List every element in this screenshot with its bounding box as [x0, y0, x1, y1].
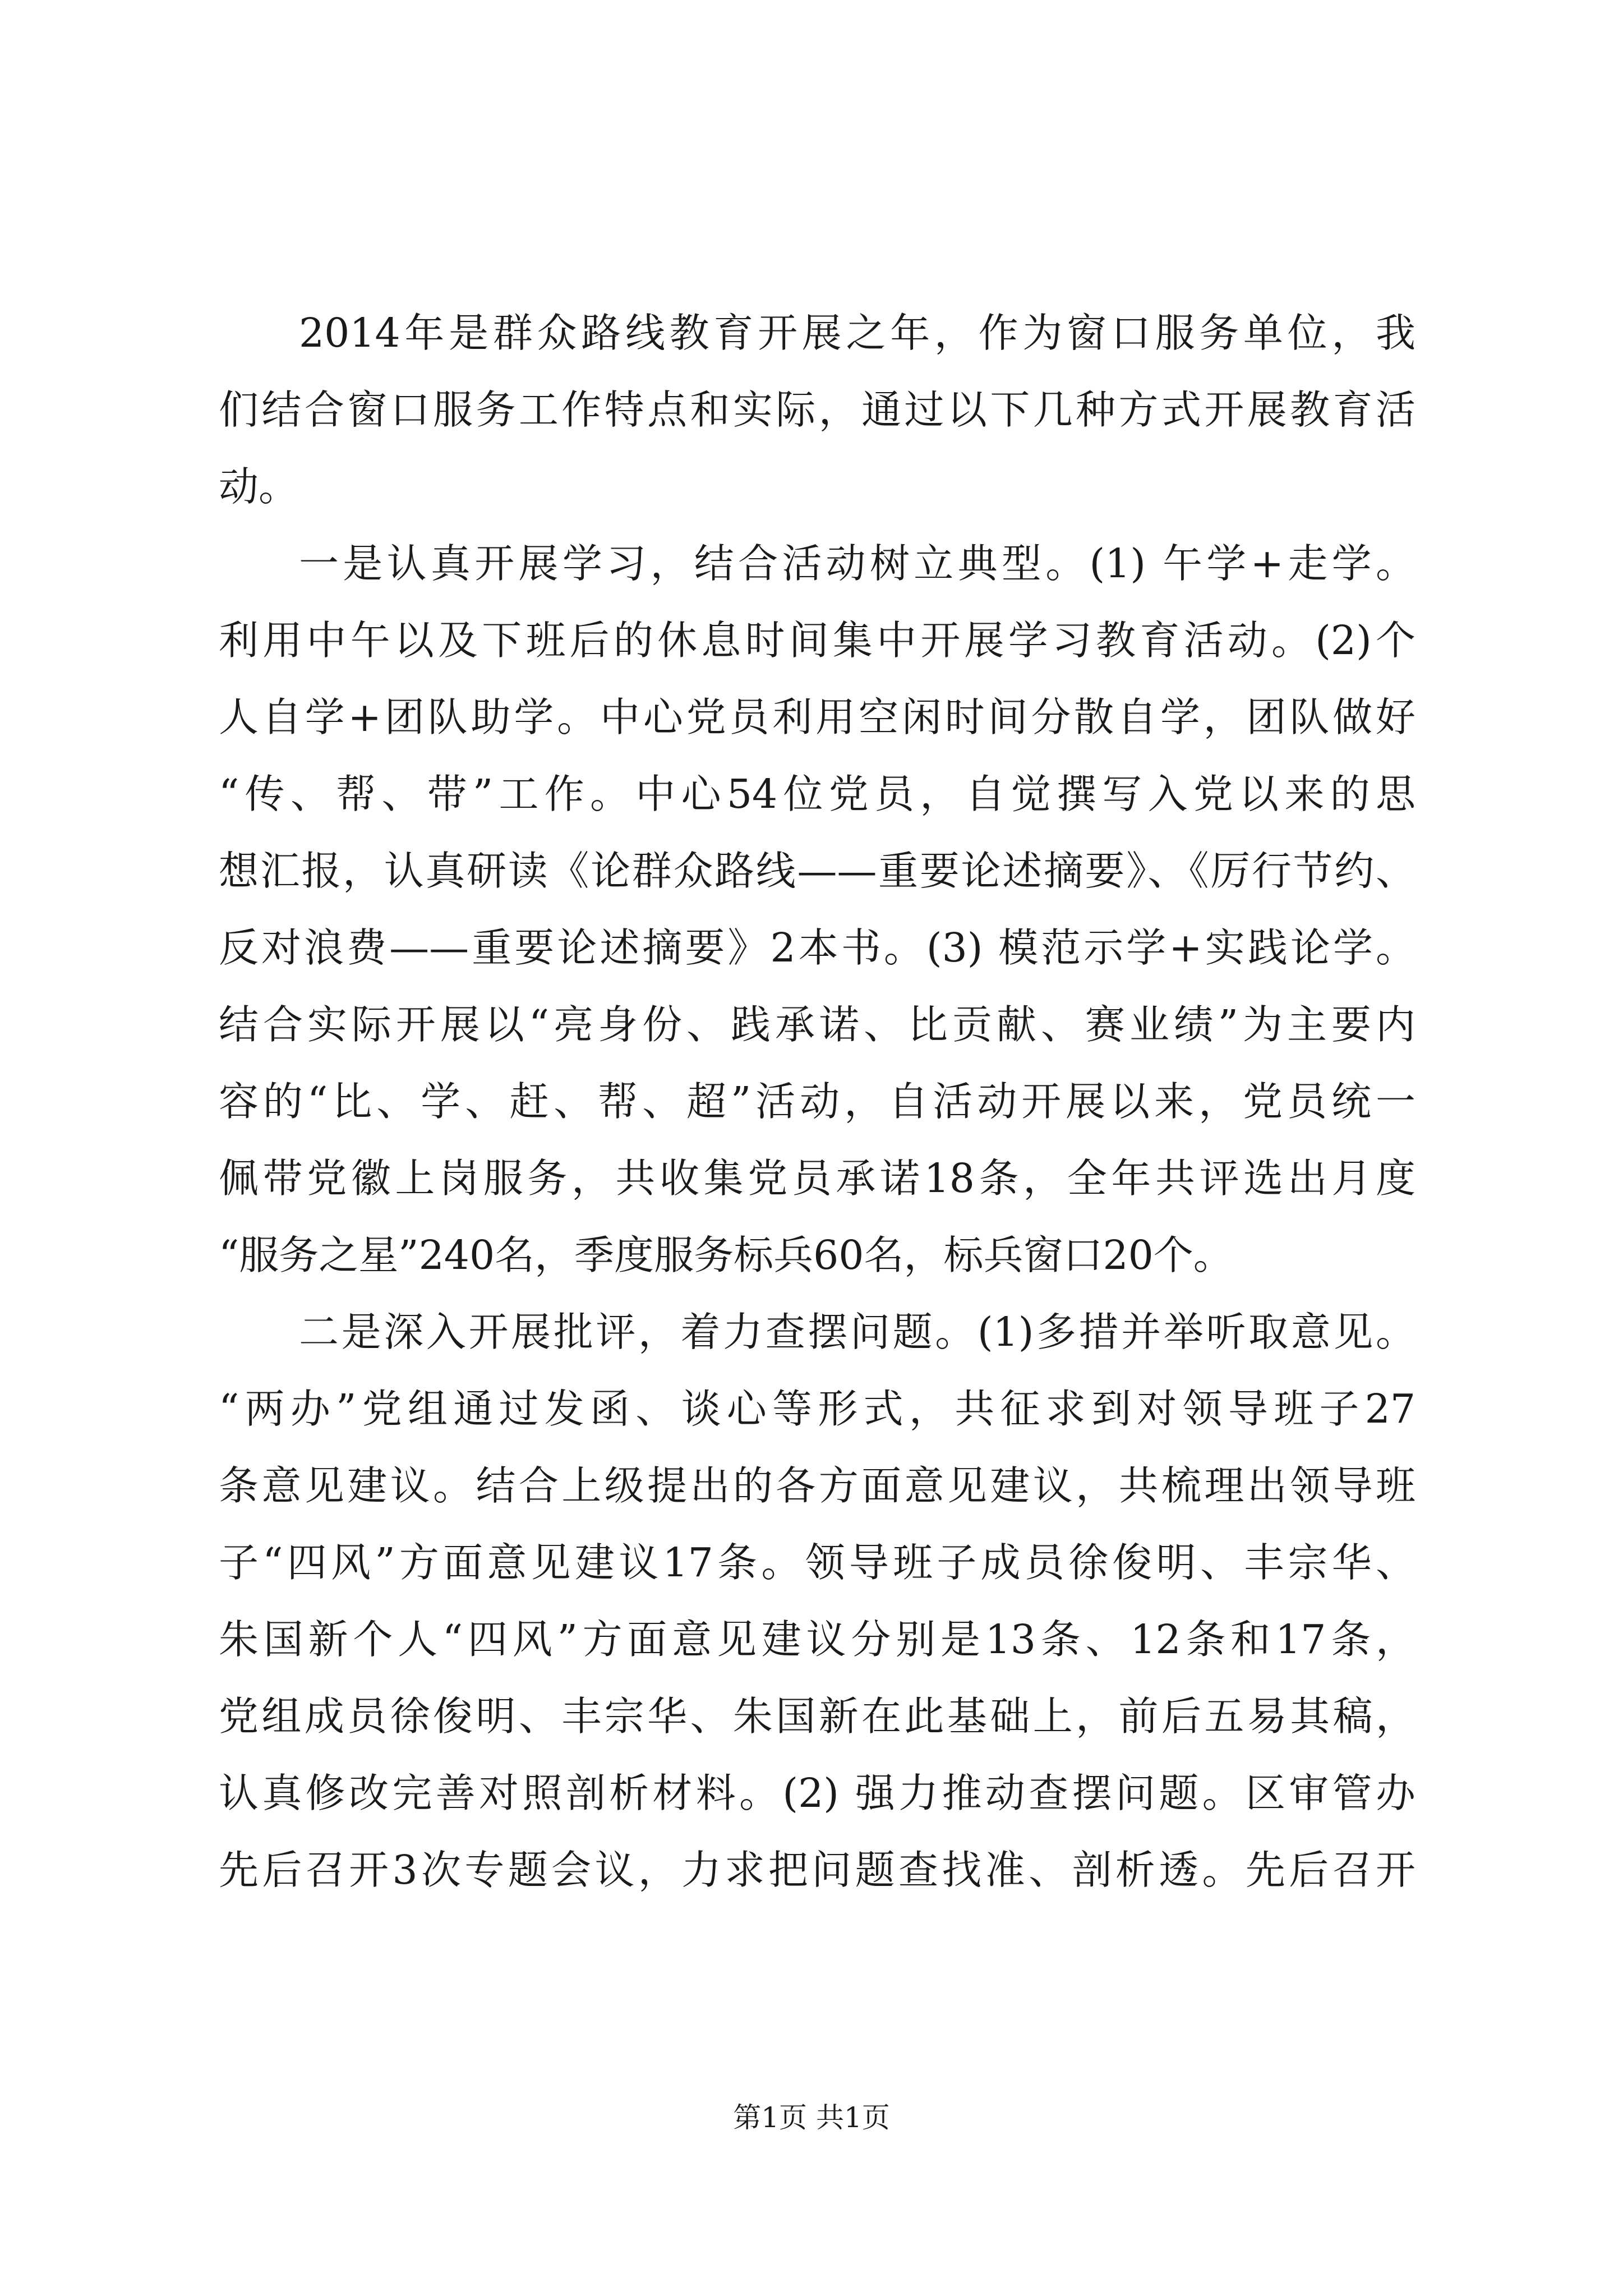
paragraph-line: 利用中午以及下班后的休息时间集中开展学习教育活动。(2)个	[219, 617, 1415, 664]
paragraph-line: 人自学+团队助学。中心党员利用空闲时间分散自学，团队做好	[219, 694, 1415, 740]
paragraph-line: 结合实际开展以“亮身份、践承诺、比贡献、赛业绩”为主要内	[219, 1001, 1415, 1048]
paragraph-line: 先后召开3次专题会议，力求把问题查找准、剖析透。先后召开	[219, 1847, 1415, 1893]
page-number-label: 第1页 共1页	[733, 2101, 890, 2134]
paragraph-line: 容的“比、学、赶、帮、超”活动，自活动开展以来，党员统一	[219, 1078, 1415, 1125]
paragraph-line: 一是认真开展学习，结合活动树立典型。(1) 午学+走学。	[299, 540, 1415, 587]
paragraph-line: 子“四风”方面意见建议17条。领导班子成员徐俊明、丰宗华、	[219, 1539, 1415, 1586]
paragraph-line: 二是深入开展批评，着力查摆问题。(1)多措并举听取意见。	[299, 1309, 1415, 1355]
paragraph-line: “服务之星”240名，季度服务标兵60名，标兵窗口20个。	[219, 1232, 1233, 1278]
paragraph-line: 们结合窗口服务工作特点和实际，通过以下几种方式开展教育活	[219, 386, 1415, 433]
paragraph-line: “传、帮、带”工作。中心54位党员，自觉撰写入党以来的思	[219, 771, 1415, 817]
paragraph-line: 动。	[219, 463, 299, 510]
paragraph-line: 党组成员徐俊明、丰宗华、朱国新在此基础上，前后五易其稿，	[219, 1693, 1415, 1740]
paragraph-line: 朱国新个人“四风”方面意见建议分别是13条、12条和17条，	[219, 1616, 1415, 1663]
paragraph-line: 条意见建议。结合上级提出的各方面意见建议，共梳理出领导班	[219, 1462, 1415, 1509]
paragraph-line: 想汇报，认真研读《论群众路线——重要论述摘要》、《厉行节约、	[219, 848, 1415, 894]
page-footer	[0, 2098, 1623, 2137]
paragraph-line: 反对浪费——重要论述摘要》2本书。(3) 模范示学+实践论学。	[219, 924, 1415, 971]
paragraph-line: 佩带党徽上岗服务，共收集党员承诺18条，全年共评选出月度	[219, 1155, 1415, 1202]
paragraph-line: 2014年是群众路线教育开展之年，作为窗口服务单位，我	[299, 310, 1415, 356]
paragraph-line: 认真修改完善对照剖析材料。(2) 强力推动查摆问题。区审管办	[219, 1770, 1415, 1816]
paragraph-line: “两办”党组通过发函、谈心等形式，共征求到对领导班子27	[219, 1386, 1415, 1432]
